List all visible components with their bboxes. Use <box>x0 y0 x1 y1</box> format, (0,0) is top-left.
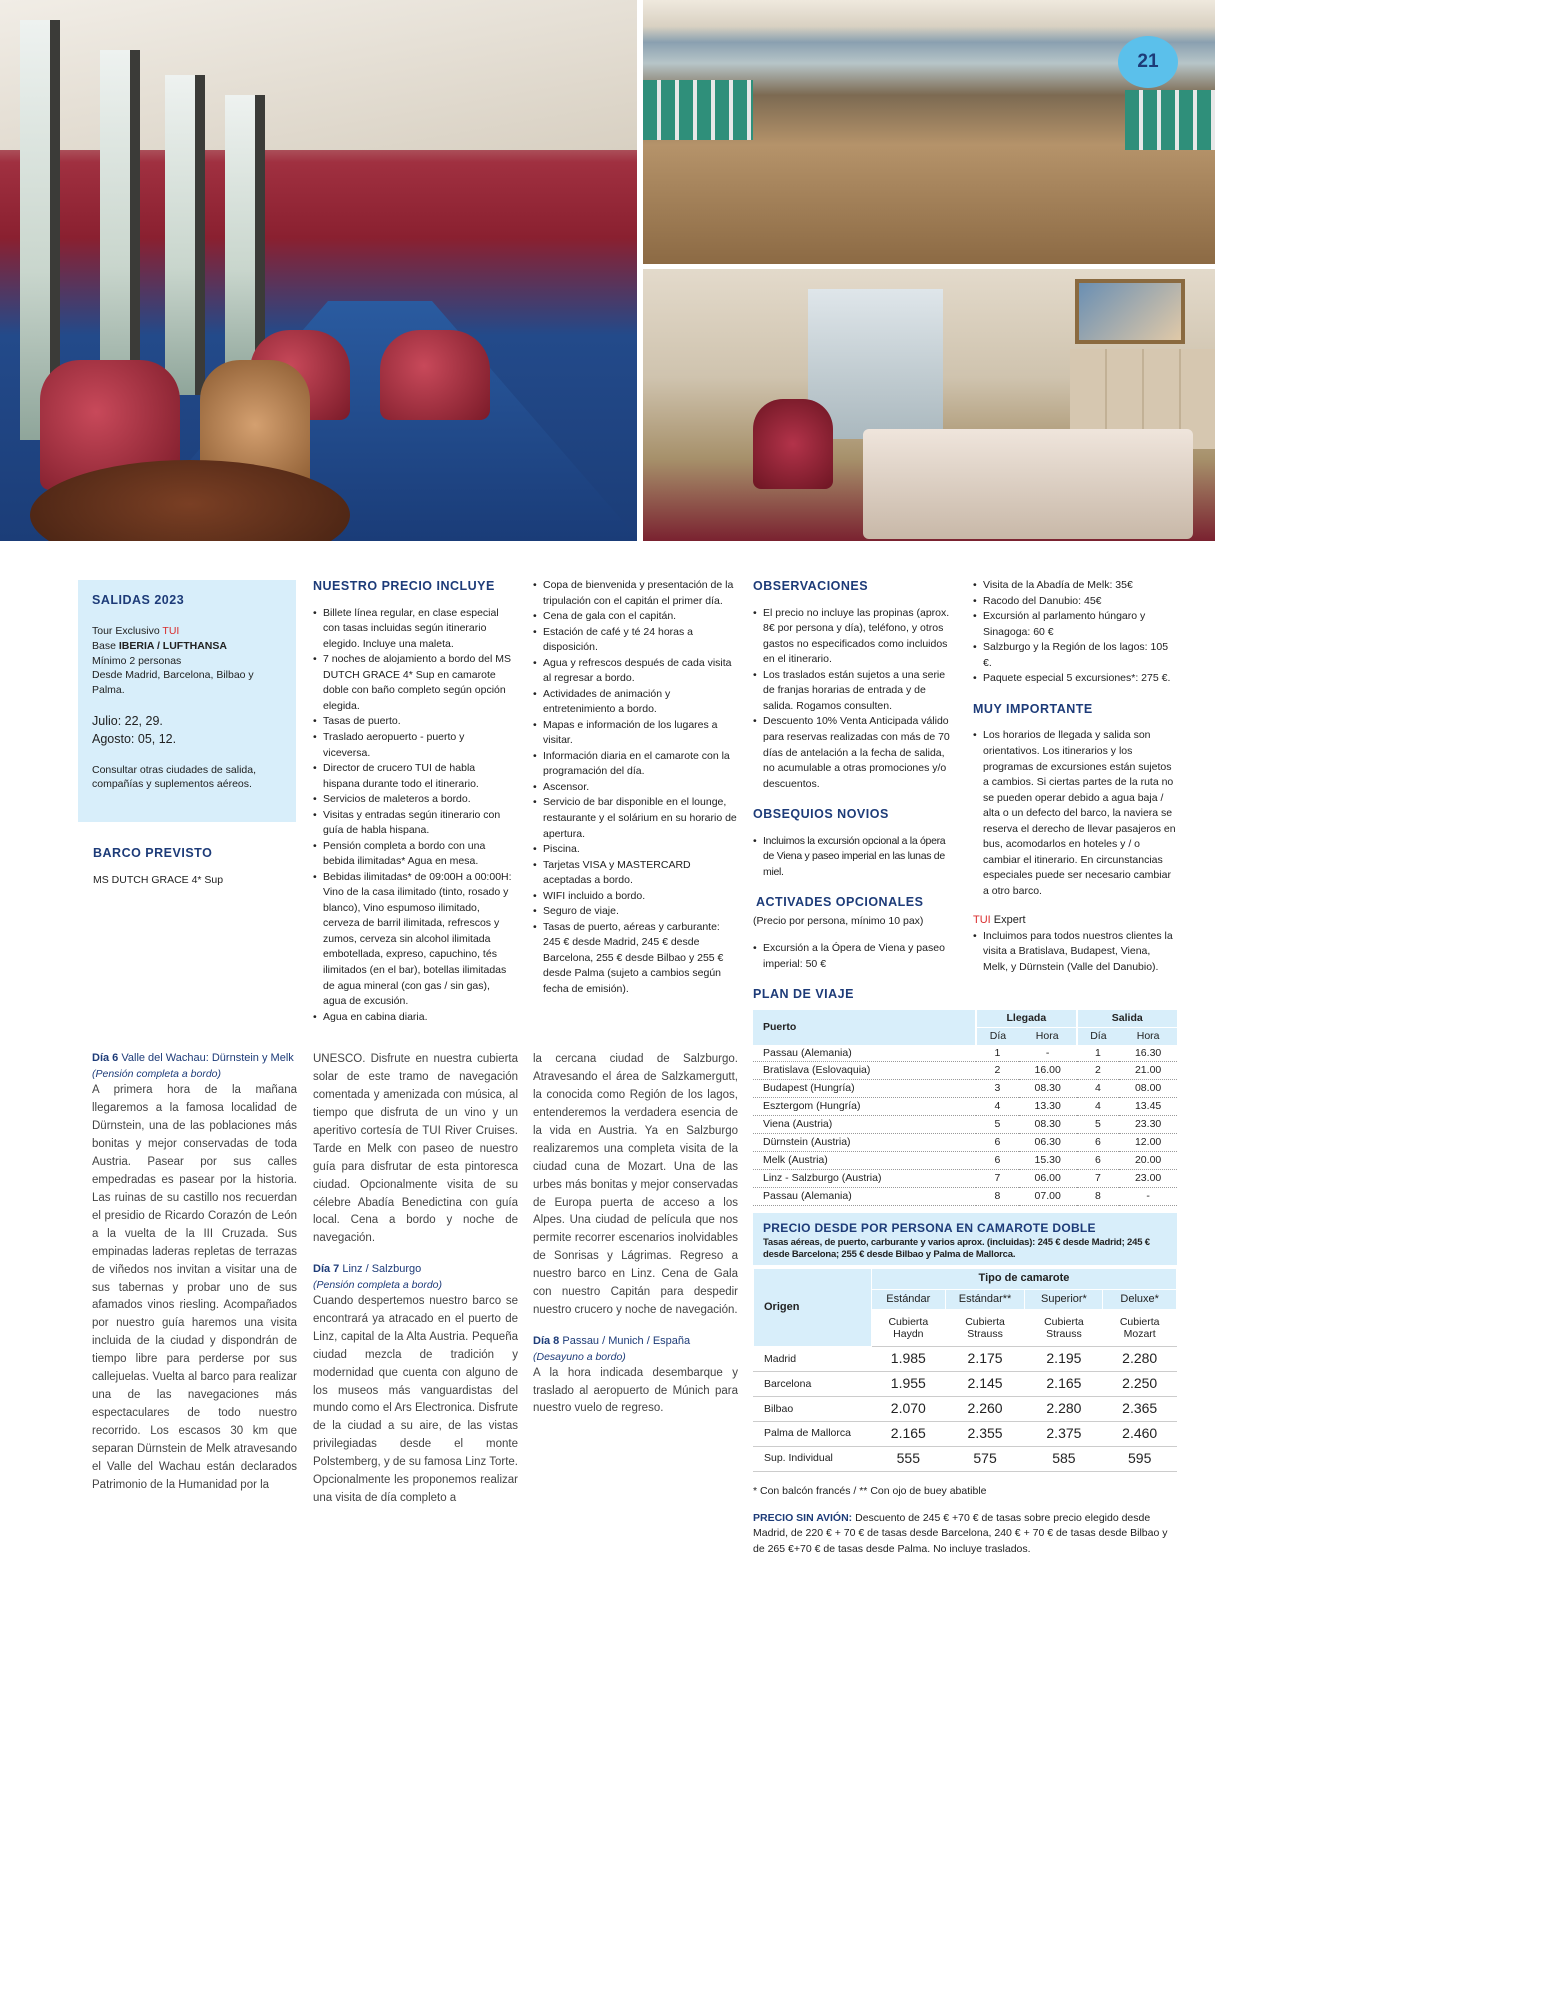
precio-title: PRECIO DESDE POR PERSONA EN CAMAROTE DOBLE <box>763 1221 1096 1235</box>
price-cell: 2.460 <box>1103 1421 1177 1446</box>
table-cell: 20.00 <box>1119 1152 1177 1170</box>
price-cell: 2.145 <box>945 1372 1025 1397</box>
observaciones-list <box>753 606 958 792</box>
precio-incluye-section <box>313 578 513 1025</box>
plan-header-llegada: Llegada <box>976 1010 1076 1027</box>
precio-subtitle: Tasas aéreas, de puerto, carburante y varios aprox. (incluidas): 245 € desde Madrid; 245 € desde Barcelona; 255 € desde Bilbao y Palma de Mallorca. <box>763 1237 1150 1260</box>
tui-expert-text: • Incluimos para todos nuestros clientes la visita a Bratislava, Budapest, Viena, Melk, y Dürnstein (Valle del Danubio). <box>973 929 1178 976</box>
dia7-heading: Día 7 Linz / Salzburgo <box>313 1263 422 1276</box>
list-item: • Servicio de bar disponible en el lounge, restaurante y el solárium en su horario de apertura. <box>533 795 738 842</box>
price-cell: 585 <box>1025 1446 1103 1471</box>
table-cell: 13.30 <box>1019 1098 1077 1116</box>
salidas-box: SALIDAS 2023 Tour Exclusivo TUI Base IBERIA / LUFTHANSA Mínimo 2 personas Desde Madrid, Barcelona, Bilbao y Palma. Julio: 22, 29. Agosto: 05, 12. Consultar otras ciudades de salida, compañías y suplementos aéreos. <box>78 580 296 822</box>
price-cell: 2.250 <box>1103 1372 1177 1397</box>
table-cell: 07.00 <box>1019 1187 1077 1205</box>
barco-section <box>93 845 293 888</box>
dia6-text: A primera hora de la mañana llegaremos a la famosa localidad de Dürnstein, una de las poblaciones más bonitas y mejor conservadas de toda Austria. Pasear por sus calles empedradas es pasear por la historia. Las ruinas de su castillo nos recuerdan el presidio de Ricardo Corazón de León a la vuelta de la III Cruzada. Sus empinadas laderas repletas de terrazas de viñedos nos invitan a visitar una de sus tabernas y probar uno de sus afamados vinos riesling. Acompañados por nuestro guía haremos una visita incluida de la ciudad y dispondrán de tiempo libre para perderse por sus callejuelas. Vuelta al barco para realizar una de las navegaciones más espectaculares de todo nuestro recorrido. Los escasos 30 km que separan Dürnstein de Melk atravesando el Valle del Wachau están declarados Patrimonio de la Humanidad por la <box>92 1084 297 1491</box>
list-item: • Estación de café y té 24 horas a disposición. <box>533 625 738 656</box>
table-cell: 7 <box>1077 1169 1120 1187</box>
list-item: • Piscina. <box>533 842 738 858</box>
table-cell: 3 <box>976 1080 1019 1098</box>
precio-table-wrap <box>753 1268 1177 1558</box>
table-cell: 5 <box>1077 1116 1120 1134</box>
table-cell: - <box>1019 1045 1077 1062</box>
table-cell: Passau (Alemania) <box>753 1187 976 1205</box>
deck-header: Cubierta Strauss <box>945 1310 1025 1347</box>
actividades-title: ACTIVADES OPCIONALES <box>756 895 924 910</box>
precio-sin-avion: PRECIO SIN AVIÓN: Descuento de 245 € +70 € de tasas sobre precio elegido desde Madrid, de 220 € + 70 € de tasas desde Barcelona, 240 € + 70 € de tasas desde Bilbao y de 265 €+70 € de tasas desde Palma. No incluye traslados. <box>753 1511 1168 1556</box>
list-item: • Tasas de puerto. <box>313 714 513 730</box>
dia8-text: A la hora indicada desembarque y traslado al aeropuerto de Múnich para nuestro vuelo de regreso. <box>533 1366 738 1415</box>
origen-cell: Madrid <box>754 1347 872 1372</box>
price-cell: 2.280 <box>1025 1397 1103 1422</box>
table-cell: 15.30 <box>1019 1152 1077 1170</box>
table-cell: Dürnstein (Austria) <box>753 1134 976 1152</box>
precio-table <box>753 1268 1177 1472</box>
list-item: • Bebidas ilimitadas* de 09:00H a 00:00H: Vino de la casa ilimitado (tinto, rosado y blanco), Vino espumoso ilimitado, cerveza de barril ilimitada, refrescos y zumos, cerveza sin alcohol ilimitada embotellada, expreso, capuchino, tés ilimitados (en el bar), botellas ilimitadas de agua mineral (con gas / sin gas), agua de excusión. <box>313 870 513 1010</box>
col4-section <box>973 578 1178 976</box>
precio-header <box>753 1213 1177 1265</box>
list-item: • Visita de la Abadía de Melk: 35€ <box>973 578 1178 594</box>
table-row <box>753 1045 1177 1062</box>
table-cell: 4 <box>1077 1080 1120 1098</box>
list-item: • Director de crucero TUI de habla hispana durante todo el itinerario. <box>313 761 513 792</box>
table-cell: 16.30 <box>1119 1045 1177 1062</box>
table-cell: 12.00 <box>1119 1134 1177 1152</box>
dia6-heading: Día 6 Valle del Wachau: Dürnstein y Melk (Pensión completa a bordo) <box>92 1052 294 1080</box>
table-cell: 06.00 <box>1019 1169 1077 1187</box>
table-row <box>753 1169 1177 1187</box>
price-cell: 2.355 <box>945 1421 1025 1446</box>
price-cell: 2.165 <box>1025 1372 1103 1397</box>
barco-name: MS DUTCH GRACE 4* Sup <box>93 873 224 886</box>
plan-section <box>753 986 1177 1206</box>
cabin-type-header: Estándar <box>872 1289 946 1310</box>
table-row <box>753 1152 1177 1170</box>
table-row <box>754 1347 1177 1372</box>
price-cell: 2.260 <box>945 1397 1025 1422</box>
cabin-photo <box>643 269 1215 541</box>
agosto-dates: Agosto: 05, 12. <box>92 732 177 747</box>
list-item: • Racodo del Danubio: 45€ <box>973 594 1178 610</box>
salidas-title: SALIDAS 2023 <box>92 593 185 607</box>
table-cell: Bratislava (Eslovaquia) <box>753 1062 976 1080</box>
cabin-type-header: Deluxe* <box>1103 1289 1177 1310</box>
table-cell: Viena (Austria) <box>753 1116 976 1134</box>
table-cell: Esztergom (Hungría) <box>753 1098 976 1116</box>
precio-incluye-list-2 <box>533 578 738 997</box>
origen-cell: Palma de Mallorca <box>754 1421 872 1446</box>
itinerary-col3-text: la cercana ciudad de Salzburgo. Atravesando el área de Salzkamergutt, la conocida como Región de los lagos, entenderemos la verdadera esencia de la vida en Austria. Ya en Salzburgo realizaremos una completa visita de la ciudad cuna de Mozart. Una de las urbes más bonitas y mejor conservadas de Europa puerta de acceso a los Alpes. Una ciudad de película que nos permite recorrer escenarios inolvidables de Sonrisas y Lágrimas. Regreso a nuestro barco en Linz. Cena de Gala con nuestro Capitán para despedir nuestro crucero y noche de navegación. <box>533 1053 738 1317</box>
list-item: • Información diaria en el camarote con la programación del día. <box>533 749 738 780</box>
list-item: • Mapas e información de los lugares a visitar. <box>533 718 738 749</box>
table-row <box>753 1134 1177 1152</box>
precio-header-origen: Origen <box>754 1269 872 1347</box>
table-cell: 08.00 <box>1119 1080 1177 1098</box>
table-cell: 16.00 <box>1019 1062 1077 1080</box>
precio-incluye-continued <box>533 578 738 997</box>
price-cell: 2.280 <box>1103 1347 1177 1372</box>
actividades-subtitle: (Precio por persona, mínimo 10 pax) <box>753 915 924 928</box>
list-item: • Servicios de maleteros a bordo. <box>313 792 513 808</box>
table-cell: 2 <box>976 1062 1019 1080</box>
precio-incluye-list <box>313 606 513 1025</box>
table-cell: 7 <box>976 1169 1019 1187</box>
deck-header: Cubierta Haydn <box>872 1310 946 1347</box>
table-cell: 21.00 <box>1119 1062 1177 1080</box>
table-cell: 1 <box>976 1045 1019 1062</box>
table-row <box>753 1062 1177 1080</box>
itinerary-col3: la cercana ciudad de Salzburgo. Atravesando el área de Salzkamergutt, la conocida como Región de los lagos, entenderemos la verdadera esencia de la vida en Austria. Ya en Salzburgo realizaremos una completa visita de la ciudad cuna de Mozart. Una de las urbes más bonitas y mejor conservadas de Europa puerta de acceso a los Alpes. Una ciudad de película que nos permite recorrer escenarios inolvidables de Sonrisas y Lágrimas. Regreso a nuestro barco en Linz. Cena de Gala con nuestro Capitán para despedir nuestro crucero y noche de navegación. Día 8 Passau / Munich / España (Desayuno a bordo) A la hora indicada desembarque y traslado al aeropuerto de Múnich para nuestro vuelo de regreso. <box>533 1051 738 1418</box>
cabin-type-header: Superior* <box>1025 1289 1103 1310</box>
deck-header: Cubierta Strauss <box>1025 1310 1103 1347</box>
dia7-text: Cuando despertemos nuestro barco se encontrará ya atracado en el puerto de Linz, capital de la Alta Austria. Pequeña ciudad mezcla de tradición y modernidad que cuenta con alguno de los museos más vanguardistas del mundo como el Ars Electronica. Disfrute de la ciudad a su aire, de las vistas privilegiadas desde el monte Polstemberg, y de su famosa Linz Torte. Opcionalmente les proponemos realizar una visita de día completo a <box>313 1294 518 1505</box>
price-cell: 555 <box>872 1446 946 1471</box>
table-row <box>754 1446 1177 1471</box>
price-cell: 1.955 <box>872 1372 946 1397</box>
table-row <box>754 1372 1177 1397</box>
muy-importante-title: MUY IMPORTANTE <box>973 701 1093 716</box>
table-cell: Melk (Austria) <box>753 1152 976 1170</box>
table-cell: 6 <box>976 1134 1019 1152</box>
list-item: • Copa de bienvenida y presentación de la tripulación con el capitán el primer día. <box>533 578 738 609</box>
obsequios-title: OBSEQUIOS NOVIOS <box>753 807 889 822</box>
barco-title: BARCO PREVISTO <box>93 846 213 860</box>
plan-header-puerto: Puerto <box>753 1010 976 1045</box>
deck-header: Cubierta Mozart <box>1103 1310 1177 1347</box>
origen-cell: Barcelona <box>754 1372 872 1397</box>
table-cell: 2 <box>1077 1062 1120 1080</box>
table-cell: 1 <box>1077 1045 1120 1062</box>
cabin-type-header: Estándar** <box>945 1289 1025 1310</box>
table-cell: 6 <box>1077 1134 1120 1152</box>
table-row <box>754 1397 1177 1422</box>
table-cell: 13.45 <box>1119 1098 1177 1116</box>
price-cell: 2.365 <box>1103 1397 1177 1422</box>
dia8-heading: Día 8 Passau / Munich / España <box>533 1335 691 1348</box>
list-item: • Excursión a la Ópera de Viena y paseo imperial: 50 € <box>753 941 958 972</box>
list-item: • 7 noches de alojamiento a bordo del MS DUTCH GRACE 4* Sup en camarote doble con baño completo según opción elegida. <box>313 652 513 714</box>
table-cell: 4 <box>1077 1098 1120 1116</box>
price-cell: 2.375 <box>1025 1421 1103 1446</box>
list-item: • Tarjetas VISA y MASTERCARD aceptadas a bordo. <box>533 858 738 889</box>
table-cell: 5 <box>976 1116 1019 1134</box>
list-item: • El precio no incluye las propinas (aprox. 8€ por persona y día), teléfono, y otros gastos no especificados como incluidos en el itinerario. <box>753 606 958 668</box>
list-item: • Incluimos la excursión opcional a la ópera de Viena y paseo imperial en las lunas de miel. <box>753 834 958 881</box>
excursiones-list <box>973 578 1178 687</box>
list-item: • Tasas de puerto, aéreas y carburante: 245 € desde Madrid, 245 € desde Barcelona, 255 € desde Bilbao y 255 € desde Palma (sujeto a cambios según fecha de emisión). <box>533 920 738 998</box>
price-cell: 2.195 <box>1025 1347 1103 1372</box>
table-cell: 6 <box>976 1152 1019 1170</box>
origen-cell: Sup. Individual <box>754 1446 872 1471</box>
price-cell: 2.165 <box>872 1421 946 1446</box>
list-item: • Excursión al parlamento húngaro y Sinagoga: 60 € <box>973 609 1178 640</box>
table-cell: - <box>1119 1187 1177 1205</box>
table-cell: 4 <box>976 1098 1019 1116</box>
price-cell: 2.070 <box>872 1397 946 1422</box>
ship-lounge-photo <box>0 0 637 541</box>
actividades-list <box>753 941 958 972</box>
list-item: • Actividades de animación y entretenimiento a bordo. <box>533 687 738 718</box>
table-row <box>753 1098 1177 1116</box>
table-cell: 08.30 <box>1019 1116 1077 1134</box>
table-row <box>753 1080 1177 1098</box>
table-cell: 6 <box>1077 1152 1120 1170</box>
list-item: • Ascensor. <box>533 780 738 796</box>
list-item: • Salzburgo y la Región de los lagos: 105 €. <box>973 640 1178 671</box>
list-item: • Cena de gala con el capitán. <box>533 609 738 625</box>
observaciones-section <box>753 578 958 972</box>
list-item: • Paquete especial 5 excursiones*: 275 €. <box>973 671 1178 687</box>
list-item: • Los traslados están sujetos a una serie de franjas horarias de entrada y de salida. Rogamos consulten. <box>753 668 958 715</box>
list-item: • Seguro de viaje. <box>533 904 738 920</box>
sun-deck-photo <box>643 0 1215 264</box>
list-item: • Traslado aeropuerto - puerto y viceversa. <box>313 730 513 761</box>
observaciones-title: OBSERVACIONES <box>753 579 869 593</box>
table-cell: 8 <box>1077 1187 1120 1205</box>
table-cell: 08.30 <box>1019 1080 1077 1098</box>
tui-expert-title: TUI Expert <box>973 914 1026 927</box>
table-cell: Passau (Alemania) <box>753 1045 976 1062</box>
plan-header-salida: Salida <box>1077 1010 1177 1027</box>
price-cell: 575 <box>945 1446 1025 1471</box>
list-item: • WIFI incluido a bordo. <box>533 889 738 905</box>
precio-incluye-title: NUESTRO PRECIO INCLUYE <box>313 579 495 593</box>
plan-title: PLAN DE VIAJE <box>753 987 854 1001</box>
table-row <box>753 1116 1177 1134</box>
precio-header-tipo: Tipo de camarote <box>872 1269 1177 1290</box>
list-item: • Pensión completa a bordo con una bebida ilimitadas* Agua en mesa. <box>313 839 513 870</box>
table-cell: 23.30 <box>1119 1116 1177 1134</box>
table-cell: Linz - Salzburgo (Austria) <box>753 1169 976 1187</box>
list-item: • Billete línea regular, en clase especial con tasas incluidas según itinerario elegido. Incluye una maleta. <box>313 606 513 653</box>
origen-cell: Bilbao <box>754 1397 872 1422</box>
tui-brand: TUI <box>162 624 180 637</box>
precio-note: * Con balcón francés / ** Con ojo de buey abatible <box>753 1484 987 1497</box>
list-item: • Agua y refrescos después de cada visita al regresar a bordo. <box>533 656 738 687</box>
plan-table: Puerto Llegada Salida Día Hora Día Hora Passau (Alemania) 1 - 1 16.30 Bratislava (Eslovaquia) 2 16.00 2 21.00 Budapest (Hungría) 3 08.30 4 08.00 Esztergom (Hungría) 4 13.30 4 13.45 Viena (Austria) 5 08.30 5 23.30 Dürnstein (Austria) 6 06.30 6 12.00 Melk (Austria) 6 15.30 6 20.00 Linz - Salzburgo (Austria) 7 06.00 7 23.00 Passau (Alemania) 8 07.00 8 - <box>753 1010 1177 1206</box>
list-item: • Agua en cabina diaria. <box>313 1010 513 1026</box>
list-item: • Visitas y entradas según itinerario con guía de habla hispana. <box>313 808 513 839</box>
table-cell: Budapest (Hungría) <box>753 1080 976 1098</box>
itinerary-col2: UNESCO. Disfrute en nuestra cubierta solar de este tramo de navegación comentada y amenizada con música, al tiempo que disfruta de un vino y un aperitivo cortesía de TUI River Cruises. Tarde en Melk con paseo de nuestro guía para disfrutar de esta pintoresca ciudad. Opcionalmente visita de su célebre Abadía Benedictina con guía local. Cena a bordo y noche de navegación. Día 7 Linz / Salzburgo (Pensión completa a bordo) Cuando despertemos nuestro barco se encontrará ya atracado en el puerto de Linz, capital de la Alta Austria. Pequeña ciudad mezcla de tradición y modernidad que cuenta con alguno de los museos más vanguardistas del mundo como el Ars Electronica. Disfrute de la ciudad a su aire, de las vistas privilegiadas desde el monte Polstemberg, y de su famosa Linz Torte. Opcionalmente les proponemos realizar una visita de día completo a <box>313 1051 518 1508</box>
muy-importante-text: • Los horarios de llegada y salida son orientativos. Los itinerarios y los programas de excursiones están sujetos a cambios. Si ciertas partes de la ruta no se pueden operar debido a agua baja / alta o un defecto del barco, la naviera se reserva el derecho de llevar pasajeros en bus, acomodarlos en hoteles y / o cambiar el itinerario. En circunstancias especiales puede ser necesario cambiar a otro barco. <box>973 728 1178 899</box>
table-row <box>754 1421 1177 1446</box>
price-cell: 2.175 <box>945 1347 1025 1372</box>
julio-dates: Julio: 22, 29. <box>92 714 163 729</box>
price-cell: 595 <box>1103 1446 1177 1471</box>
table-cell: 8 <box>976 1187 1019 1205</box>
obsequios-list <box>753 834 958 881</box>
itinerary-col2-text: UNESCO. Disfrute en nuestra cubierta solar de este tramo de navegación comentada y amenizada con música, al tiempo que disfruta de un vino y un aperitivo cortesía de TUI River Cruises. Tarde en Melk con paseo de nuestro guía para disfrutar de esta pintoresca ciudad. Opcionalmente visita de su célebre Abadía Benedictina con guía local. Cena a bordo y noche de navegación. <box>313 1053 518 1245</box>
list-item: • Descuento 10% Venta Anticipada válido para reservas realizadas con más de 70 días de antelación a la fecha de salida, no acumulable a otras promociones y/o descuentos. <box>753 714 958 792</box>
table-row <box>753 1187 1177 1205</box>
page-number: 21 <box>1118 36 1178 88</box>
table-cell: 23.00 <box>1119 1169 1177 1187</box>
itinerary-col1 <box>92 1051 297 1495</box>
table-cell: 06.30 <box>1019 1134 1077 1152</box>
price-cell: 1.985 <box>872 1347 946 1372</box>
